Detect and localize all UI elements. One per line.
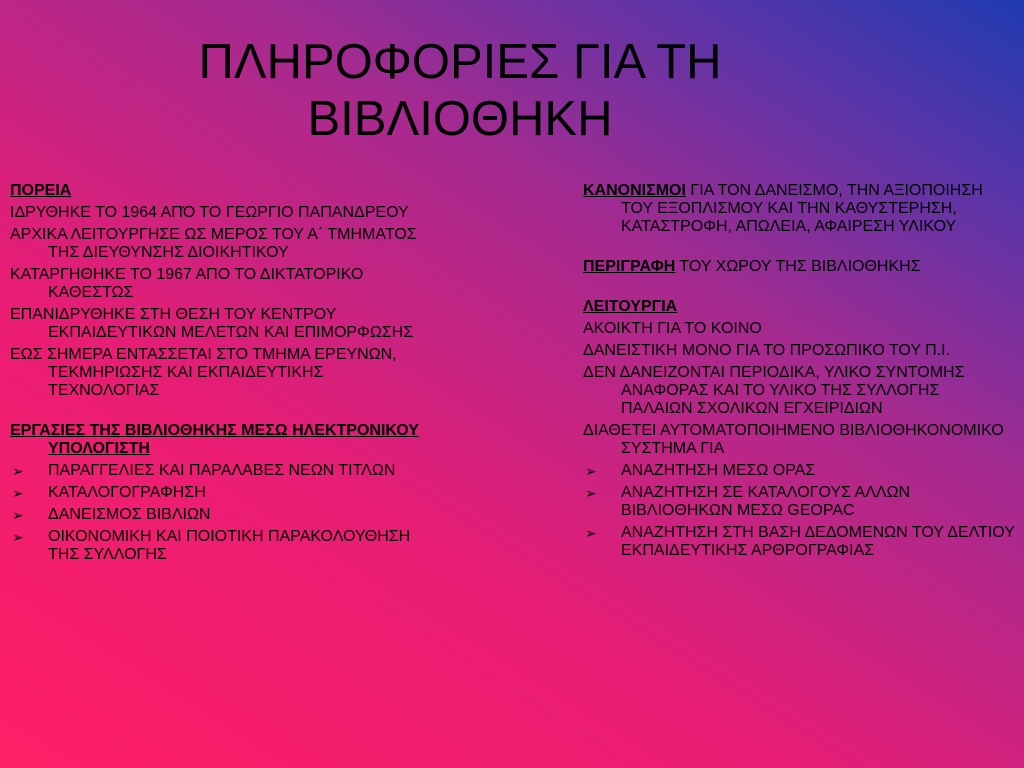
search-item-label: ΑΝΑΖΗΤΗΣΗ ΣΕ ΚΑΤΑΛΟΓΟΥΣ ΑΛΛΩΝ ΒΙΒΛΙΟΘΗΚΩΝ ΜΕΣΩ GEOPAC bbox=[621, 484, 911, 519]
rules-heading: ΚΑΝΟΝΙΣΜΟΙ bbox=[583, 182, 686, 199]
history-item: ΚΑΤΑΡΓΗΘΗΚΕ ΤΟ 1967 ΑΠΟ ΤΟ ΔΙΚΤΑΤΟΡΙΚΟ ΚΑΘΕΣΤΩΣ bbox=[10, 266, 364, 301]
history-item: ΕΠΑΝΙΔΡΥΘΗΚΕ ΣΤΗ ΘΕΣΗ ΤΟΥ ΚΕΝΤΡΟΥ ΕΚΠΑΙΔΕΥΤΙΚΩΝ ΜΕΛΕΤΩΝ ΚΑΙ ΕΠΙΜΟΡΦΩΣΗΣ bbox=[10, 306, 414, 341]
search-item-label: ΑΝΑΖΗΤΗΣΗ ΣΤΗ ΒΑΣΗ ΔΕΔΟΜΕΝΩΝ ΤΟΥ ΔΕΛΤΙΟΥ ΕΚΠΑΙΔΕΥΤΙΚΗΣ ΑΡΘΡΟΓΡΑΦΙΑΣ bbox=[621, 524, 1015, 559]
left-column bbox=[10, 182, 430, 564]
task-item-label: ΟΙΚΟΝΟΜΙΚΗ ΚΑΙ ΠΟΙΟΤΙΚΗ ΠΑΡΑΚΟΛΟΥΘΗΣΗ ΤΗΣ ΣΥΛΛΟΓΗΣ bbox=[48, 528, 411, 563]
title-line-2: ΒΙΒΛΙΟΘΗΚΗ bbox=[307, 92, 613, 146]
operation-item: ΔΑΝΕΙΣΤΙΚΗ ΜΟΝΟ ΓΙΑ ΤΟ ΠΡΟΣΩΠΙΚΟ ΤΟΥ Π.Ι. bbox=[583, 342, 951, 359]
rules-text: ΓΙΑ ΤΟΝ ΔΑΝΕΙΣΜΟ, ΤΗΝ ΑΞΙΟΠΟΙΗΣΗ ΤΟΥ ΕΞΟΠΛΙΣΜΟΥ ΚΑΙ ΤΗΝ ΚΑΘΥΣΤΕΡΗΣΗ, ΚΑΤΑΣΤΡΟΦΗ, ΑΠΩΛΕΙΑ, ΑΦΑΙΡΕΣΗ ΥΛΙΚΟΥ bbox=[621, 182, 983, 235]
search-item-label: ΑΝΑΖΗΤΗΣΗ ΜΕΣΩ ΟΡΑΣ bbox=[621, 462, 816, 479]
task-item-label: ΚΑΤΑΛΟΓΟΓΡΑΦΗΣΗ bbox=[48, 484, 206, 501]
task-item-label: ΔΑΝΕΙΣΜΟΣ ΒΙΒΛΙΩΝ bbox=[48, 506, 211, 523]
arrow-bullet-icon: ➢ bbox=[585, 463, 597, 479]
task-item bbox=[10, 462, 430, 480]
rules-paragraph bbox=[583, 182, 1015, 236]
tasks-heading: ΕΡΓΑΣΙΕΣ ΤΗΣ ΒΙΒΛΙΟΘΗΚΗΣ ΜΕΣΩ ΗΛΕΚΤΡΟΝΙΚΟΥ ΥΠΟΛΟΓΙΣΤΗ bbox=[10, 422, 419, 457]
operation-item: ΑΚΟΙΚΤΗ ΓΙΑ ΤΟ ΚΟΙΝΟ bbox=[583, 320, 762, 337]
title-line-1: ΠΛΗΡΟΦΟΡΙΕΣ ΓΙΑ ΤΗ bbox=[198, 35, 722, 89]
right-column bbox=[583, 182, 1015, 560]
slide-title bbox=[120, 34, 800, 148]
description-text: ΤΟΥ ΧΩΡΟΥ ΤΗΣ ΒΙΒΛΙΟΘΗΚΗΣ bbox=[675, 258, 921, 275]
task-item bbox=[10, 506, 430, 524]
history-item: ΙΔΡΥΘΗΚΕ ΤΟ 1964 ΑΠΌ ΤΟ ΓΕΩΡΓΙΟ ΠΑΠΑΝΔΡΕΟΥ bbox=[10, 204, 409, 221]
search-item bbox=[583, 484, 1015, 520]
task-item-label: ΠΑΡΑΓΓΕΛΙΕΣ ΚΑΙ ΠΑΡΑΛΑΒΕΣ ΝΕΩΝ ΤΙΤΛΩΝ bbox=[48, 462, 396, 479]
arrow-bullet-icon: ➢ bbox=[12, 463, 24, 479]
operation-item: ΔΙΑΘΕΤΕΙ ΑΥΤΟΜΑΤΟΠΟΙΗΜΕΝΟ ΒΙΒΛΙΟΘΗΚΟΝΟΜΙΚΟ ΣΥΣΤΗΜΑ ΓΙΑ bbox=[583, 422, 1004, 457]
description-heading: ΠΕΡΙΓΡΑΦΗ bbox=[583, 258, 676, 275]
description-paragraph bbox=[583, 258, 1015, 276]
arrow-bullet-icon: ➢ bbox=[585, 525, 597, 541]
arrow-bullet-icon: ➢ bbox=[585, 485, 597, 501]
task-item bbox=[10, 528, 430, 564]
arrow-bullet-icon: ➢ bbox=[12, 485, 24, 501]
search-item bbox=[583, 524, 1015, 560]
arrow-bullet-icon: ➢ bbox=[12, 507, 24, 523]
history-heading: ΠΟΡΕΙΑ bbox=[10, 182, 72, 199]
task-item bbox=[10, 484, 430, 502]
operation-item: ΔΕΝ ΔΑΝΕΙΖΟΝΤΑΙ ΠΕΡΙΟΔΙΚΑ, ΥΛΙΚΟ ΣΥΝΤΟΜΗΣ ΑΝΑΦΟΡΑΣ ΚΑΙ ΤΟ ΥΛΙΚΟ ΤΗΣ ΣΥΛΛΟΓΗΣ ΠΑΛΑΙΩΝ ΣΧΟΛΙΚΩΝ ΕΓΧΕΙΡΙΔΙΩΝ bbox=[583, 364, 965, 417]
search-item bbox=[583, 462, 1015, 480]
history-item: ΑΡΧΙΚΑ ΛΕΙΤΟΥΡΓΗΣΕ ΩΣ ΜΕΡΟΣ ΤΟΥ Α΄ ΤΜΗΜΑΤΟΣ ΤΗΣ ΔΙΕΥΘΥΝΣΗΣ ΔΙΟΙΚΗΤΙΚΟΥ bbox=[10, 226, 417, 261]
history-item: ΕΩΣ ΣΗΜΕΡΑ ΕΝΤΑΣΣΕΤΑΙ ΣΤΟ ΤΜΗΜΑ ΕΡΕΥΝΩΝ, ΤΕΚΜΗΡΙΩΣΗΣ ΚΑΙ ΕΚΠΑΙΔΕΥΤΙΚΗΣ ΤΕΧΝΟΛΟΓΙΑΣ bbox=[10, 346, 397, 399]
arrow-bullet-icon: ➢ bbox=[12, 529, 24, 545]
operation-heading: ΛΕΙΤΟΥΡΓΙΑ bbox=[583, 298, 678, 315]
